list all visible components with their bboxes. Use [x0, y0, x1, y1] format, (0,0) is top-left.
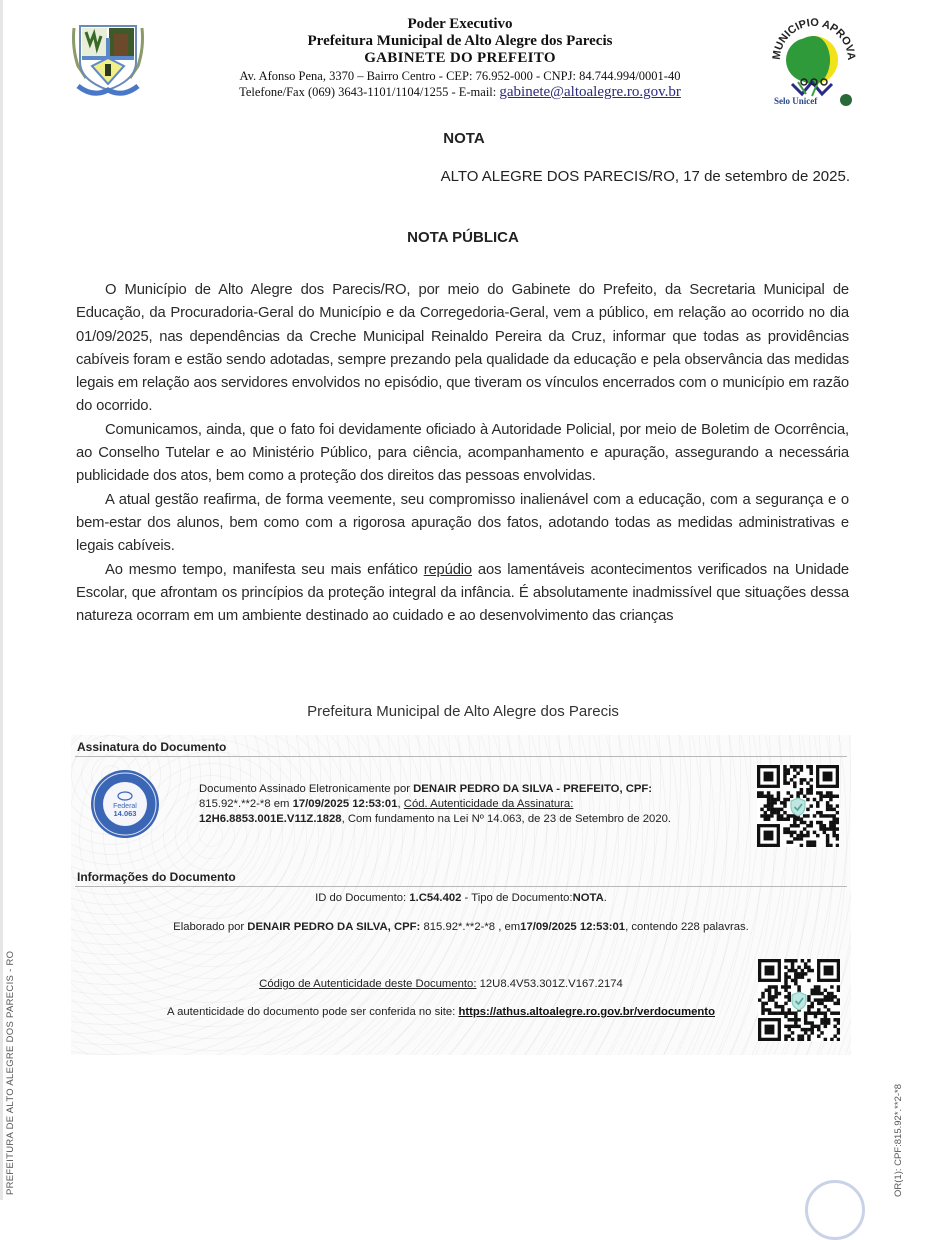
sig-text: em: [270, 798, 293, 811]
doc-id-label: ID do Documento:: [315, 892, 410, 904]
signature-qr-code[interactable]: [757, 765, 839, 847]
left-margin-text: PREFEITURA DE ALTO ALEGRE DOS PARECIS - RO: [5, 950, 16, 1195]
body-paragraph-last: [76, 559, 849, 629]
body-paragraph: A atual gestão reafirma, de forma veemente, seu compromisso inalienável com a educação, com a segurança e o bem-estar dos alunos, bem como com a rigorosa apuração dos fatos, adotando todas as medidas administrativas e legais cabíveis.: [76, 491, 849, 555]
punctuation: .: [603, 892, 607, 904]
section-divider: [75, 756, 847, 757]
document-title: NOTA PÚBLICA: [407, 229, 519, 246]
document-id-line: [71, 892, 851, 904]
body-text-fragment: aos lamentáveis acontecimentos verificados na Unidade Escolar, que afrontam os princípios da proteção integral da infância. É absolutamente inadmissível que situações dessa natureza ocorram em um ambiente destinado ao cuidado e ao desenvolvimento das crianças: [76, 561, 849, 625]
sig-legal-basis: , Com fundamento na Lei Nº 14.063, de 23 de Setembro de 2020.: [341, 813, 672, 826]
elab-cpf-label: , CPF:: [387, 921, 421, 933]
elaborated-by-line: [71, 921, 851, 933]
elab-label: Elaborado por: [173, 921, 248, 933]
header-phone: Telefone/Fax (069) 3643-1101/1104/1255 - E-mail:: [239, 85, 500, 99]
corner-seal-partial: [805, 1180, 865, 1240]
auth-code-label: Código de Autenticidade deste Documento:: [259, 978, 477, 990]
header-address: Av. Afonso Pena, 3370 – Bairro Centro - CEP: 76.952-000 - CNPJ: 84.744.994/0001-40: [239, 69, 681, 83]
header-line-gabinete: GABINETE DO PREFEITO: [364, 50, 556, 66]
document-qr-code[interactable]: [758, 959, 840, 1041]
signature-info-block: [71, 735, 851, 1055]
sig-cpf-label: , CPF:: [619, 783, 653, 795]
authenticity-code-line: [51, 978, 831, 990]
auth-code-value: 12U8.4V53.301Z.V167.2174: [476, 978, 623, 990]
elab-name: DENAIR PEDRO DA SILVA: [247, 921, 388, 933]
header-email-link[interactable]: gabinete@altoalegre.ro.gov.br: [499, 84, 681, 100]
page-edge: [0, 0, 3, 1200]
body-text-fragment: Ao mesmo tempo, manifesta seu mais enfático: [105, 561, 424, 578]
federal-signature-seal: [89, 768, 161, 840]
header-line-prefeitura: Prefeitura Municipal de Alto Alegre dos Parecis: [307, 33, 613, 49]
seal-text-law: 14.063: [113, 809, 137, 818]
header-line-poder-executivo: Poder Executivo: [407, 16, 513, 32]
unicef-seal-logo: [768, 12, 858, 108]
signer-name: DENAIR PEDRO DA SILVA - PREFEITO: [413, 783, 620, 795]
header-contact: [190, 84, 730, 101]
signature-code: 12H6.8853.001E.V11Z.1828: [199, 813, 342, 826]
signature-code-label: Cód. Autenticidade da Assinatura:: [403, 798, 574, 811]
right-margin-text: OR(1): CPF:815.92*.**2-*8: [893, 1084, 904, 1197]
signature-details: [199, 782, 739, 828]
section-divider: [75, 886, 847, 887]
doc-id-value: 1.C54.402: [409, 892, 462, 904]
unicef-label: Selo Unicef: [774, 96, 818, 106]
body-paragraph: Comunicamos, ainda, que o fato foi devidamente oficiado à Autoridade Policial, por meio de Boletim de Ocorrência, ao Conselho Tutelar e ao Ministério Público, para ciência, acompanhamento e apuração, assegurando a necessária publicidade dos atos, bem como a proteção dos direitos das pessoas envolvidas.: [76, 421, 849, 485]
doc-type-label: - Tipo de Documento:: [461, 892, 573, 904]
municipal-crest-logo: [68, 18, 148, 102]
signer-cpf: 815.92*.**2-*8: [199, 798, 271, 811]
sig-text: Documento Assinado Eletronicamente por: [199, 783, 414, 795]
letterhead: [190, 16, 730, 101]
document-body: [76, 279, 849, 628]
doc-type-value: NOTA: [572, 892, 604, 904]
dateline: ALTO ALEGRE DOS PARECIS/RO, 17 de setembro de 2025.: [440, 168, 850, 185]
document-type-title-text: NOTA: [443, 130, 485, 147]
footer-prefeitura: Prefeitura Municipal de Alto Alegre dos Parecis: [307, 703, 619, 720]
elab-cpf: 815.92*.**2-*8 , em: [420, 921, 521, 933]
signature-datetime: 17/09/2025 12:53:01: [292, 798, 398, 811]
elab-datetime: 17/09/2025 12:53:01: [520, 921, 626, 933]
unicef-arc-text: MUNICIPIO APROVA: [770, 16, 858, 61]
body-paragraph: O Município de Alto Alegre dos Parecis/RO, por meio do Gabinete do Prefeito, da Secretaria Municipal de Educação, da Procuradoria-Geral do Município e da Corregedoria-Geral, vem a público, em relação ao ocorrido no dia 01/09/2025, nas dependências da Creche Municipal Reinaldo Pereira da Cruz, informar que todas as providências cabíveis foram e estão sendo adotadas, sempre prezando pela qualidade da educação e pela observância das medidas legais em relação aos servidores envolvidos no episódio, que tiveram os vínculos encerrados com o município em razão do ocorrido.: [76, 282, 849, 415]
verify-line: [51, 1006, 831, 1018]
underlined-word: repúdio: [423, 561, 473, 578]
sig-text: ,: [397, 798, 404, 811]
info-section-title: Informações do Documento: [77, 870, 236, 884]
signature-section-title: Assinatura do Documento: [77, 740, 227, 754]
verify-text: A autenticidade do documento pode ser conferida no site:: [167, 1006, 459, 1018]
elab-word-count: , contendo 228 palavras.: [625, 921, 749, 933]
seal-text-federal: Federal: [113, 803, 137, 810]
document-type-title: [0, 130, 926, 147]
verify-link[interactable]: https://athus.altoalegre.ro.gov.br/verdocumento: [458, 1006, 715, 1018]
